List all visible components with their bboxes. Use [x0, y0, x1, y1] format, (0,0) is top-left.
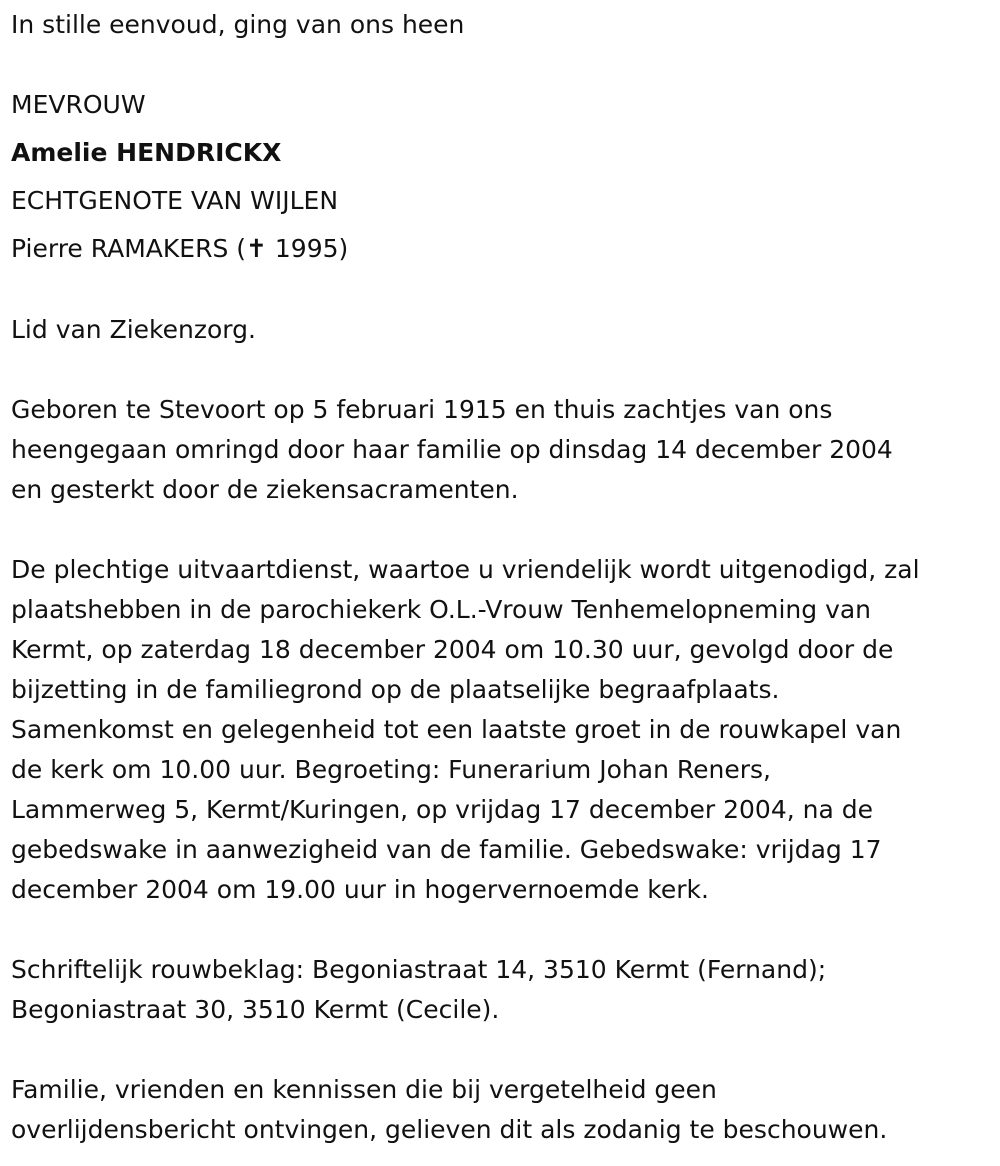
paragraph-line: Begoniastraat 30, 3510 Kermt (Cecile). [11, 995, 500, 1024]
paragraph-line: gebedswake in aanwezigheid van de familie. Gebedswake: vrijdag 17 [11, 835, 882, 864]
paragraph-line: De plechtige uitvaartdienst, waartoe u vriendelijk wordt uitgenodigd, zal [11, 555, 920, 584]
paragraph-line: plaatshebben in de parochiekerk O.L.-Vrouw Tenhemelopneming van [11, 595, 872, 624]
paragraph-line: Schriftelijk rouwbeklag: Begoniastraat 14, 3510 Kermt (Fernand); [11, 955, 827, 984]
paragraph-line: december 2004 om 19.00 uur in hogervernoemde kerk. [11, 875, 709, 904]
intro-text: In stille eenvoud, ging van ons heen [11, 10, 465, 39]
paragraph-line: en gesterkt door de ziekensacramenten. [11, 475, 519, 504]
paragraph-line: Samenkomst en gelegenheid tot een laatste groet in de rouwkapel van [11, 715, 902, 744]
paragraph-line: Familie, vrienden en kennissen die bij vergetelheid geen [11, 1075, 717, 1104]
paragraph-line: overlijdensbericht ontvingen, gelieven dit als zodanig te beschouwen. [11, 1115, 888, 1144]
paragraph-line: bijzetting in de familiegrond op de plaatselijke begraafplaats. [11, 675, 780, 704]
deceased-name: Amelie HENDRICKX [11, 138, 282, 167]
funeral-paragraph [11, 550, 996, 910]
spouse-line: Pierre RAMAKERS (✝ 1995) [11, 234, 349, 263]
paragraph-line: heengegaan omringd door haar familie op dinsdag 14 december 2004 [11, 435, 893, 464]
membership-text: Lid van Ziekenzorg. [11, 315, 256, 344]
paragraph-line: Geboren te Stevoort op 5 februari 1915 en thuis zachtjes van ons [11, 395, 833, 424]
paragraph-line: Kermt, op zaterdag 18 december 2004 om 10.30 uur, gevolgd door de [11, 635, 894, 664]
title-prefix: MEVROUW [11, 90, 146, 119]
paragraph-line: de kerk om 10.00 uur. Begroeting: Funerarium Johan Reners, [11, 755, 771, 784]
birth-paragraph [11, 390, 996, 510]
closing-paragraph [11, 1070, 996, 1150]
relation-text: ECHTGENOTE VAN WIJLEN [11, 186, 339, 215]
paragraph-line: Lammerweg 5, Kermt/Kuringen, op vrijdag 17 december 2004, na de [11, 795, 873, 824]
condolence-paragraph [11, 950, 996, 1030]
